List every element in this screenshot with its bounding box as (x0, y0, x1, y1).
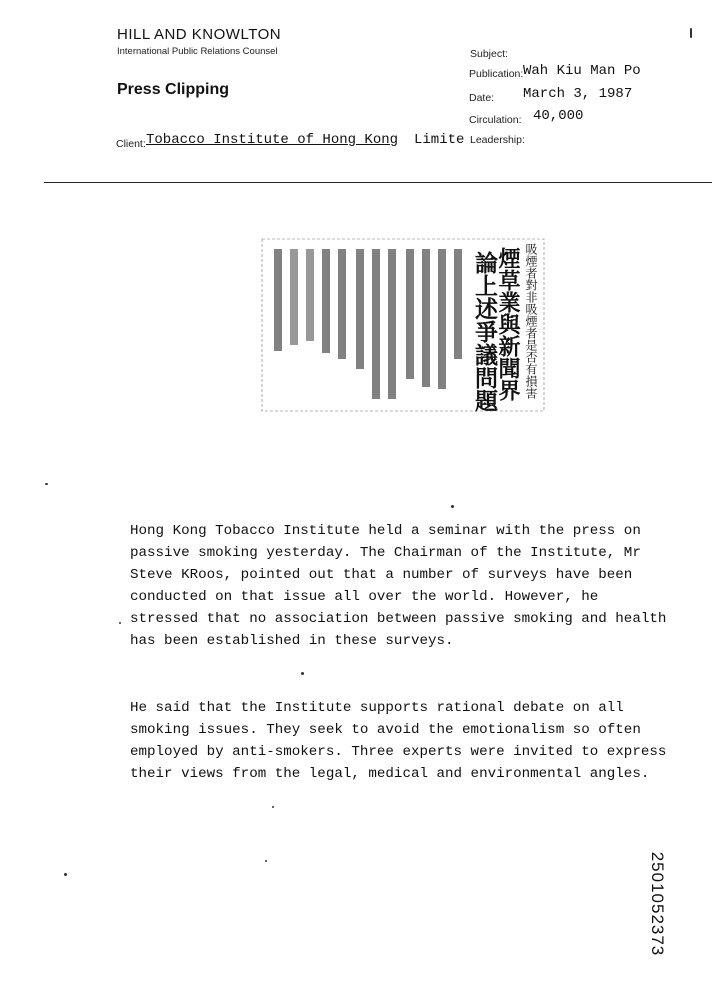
clipping-kicker: 吸煙者對非吸煙者是否有損害 (524, 243, 538, 399)
scan-speck (265, 860, 267, 862)
scan-speck (119, 622, 121, 624)
clipping-subheadline: 煙草業與新聞界 (495, 247, 520, 401)
date-label: Date: (469, 92, 495, 104)
header-divider (44, 182, 712, 183)
clipping-headline: 論上述爭議問題 (471, 251, 497, 412)
scan-speck (272, 806, 274, 808)
body-paragraph-1: Hong Kong Tobacco Institute held a seminar with the press on passive smoking yesterday. The Chairman of the Institute, Mr Steve KRoos, pointed out that a number of surveys have been conducted on that issue all over the world. However, he stressed that no association between passive smoking and health has been established in these surveys. (130, 523, 667, 649)
leadership-label: Leadership: (470, 134, 525, 146)
publication-label: Publication: (469, 68, 524, 80)
document-type-title: Press Clipping (117, 81, 230, 98)
scan-speck (301, 672, 304, 675)
newspaper-clipping (258, 237, 548, 415)
client-value-suffix: Limite (414, 132, 465, 148)
circulation-value: 40,000 (533, 108, 584, 124)
company-tagline: International Public Relations Counsel (117, 46, 278, 57)
subject-label: Subject: (470, 48, 508, 60)
company-logo: HILL AND KNOWLTON (117, 26, 282, 43)
publication-value: Wah Kiu Man Po (523, 63, 641, 79)
client-label: Client: (116, 138, 146, 150)
scan-speck (451, 505, 454, 508)
scan-speck (690, 28, 692, 38)
scan-speck (64, 873, 67, 876)
date-value: March 3, 1987 (523, 86, 633, 102)
document-number-stamp: 2501052373 (648, 851, 667, 957)
circulation-label: Circulation: (469, 114, 522, 126)
scan-speck (45, 483, 48, 485)
body-paragraph-2: He said that the Institute supports rational debate on all smoking issues. They seek to avoid the emotionalism so often employed by anti-smokers. Three experts were invited to express their views from the legal, medical and environmental angles. (130, 700, 667, 782)
client-value: Tobacco Institute of Hong Kong (146, 132, 399, 148)
